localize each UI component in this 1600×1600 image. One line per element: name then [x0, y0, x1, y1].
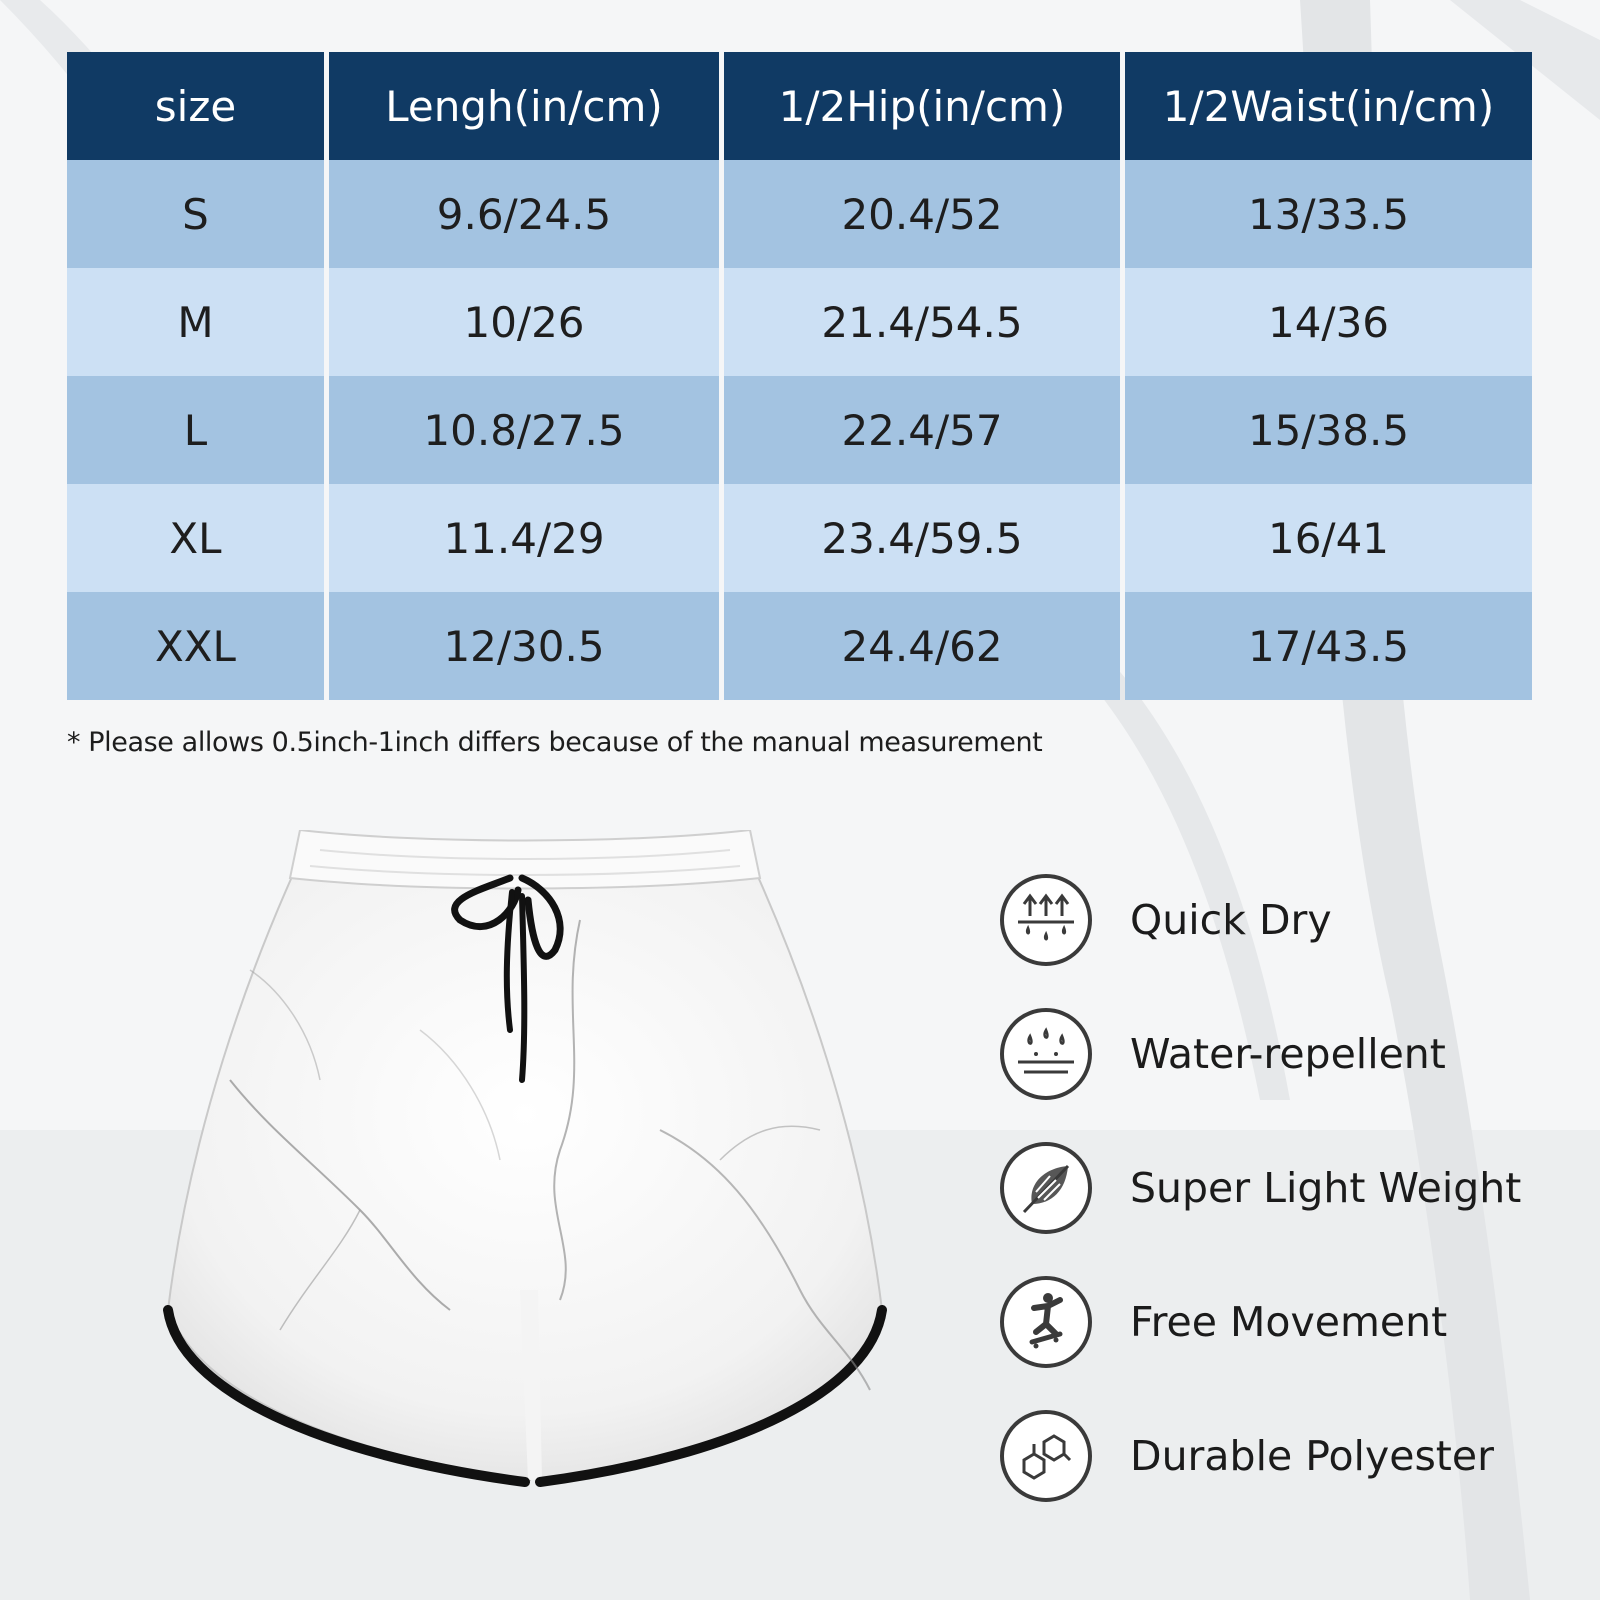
cell-waist: 17/43.5 [1125, 592, 1532, 700]
feather-icon [998, 1140, 1094, 1236]
cell-hip: 21.4/54.5 [724, 268, 1120, 376]
feature-label: Quick Dry [1130, 896, 1332, 944]
cell-waist: 15/38.5 [1125, 376, 1532, 484]
feature-label: Durable Polyester [1130, 1432, 1494, 1480]
feature-label: Super Light Weight [1130, 1164, 1522, 1212]
measurement-note: * Please allows 0.5inch-1inch differs because of the manual measurement [67, 727, 1043, 758]
cell-size: XL [67, 484, 324, 592]
feature-light-weight [998, 1140, 1558, 1236]
table-row [67, 592, 1532, 700]
table-row [67, 376, 1532, 484]
cell-length: 10.8/27.5 [329, 376, 719, 484]
marble-shorts-image [160, 830, 900, 1520]
cell-hip: 20.4/52 [724, 160, 1120, 268]
quick-dry-icon [998, 872, 1094, 968]
feature-label: Water-repellent [1130, 1030, 1446, 1078]
feature-water-repellent [998, 1006, 1558, 1102]
table-row [67, 160, 1532, 268]
feature-quick-dry [998, 872, 1558, 968]
column-header-waist: 1/2Waist(in/cm) [1125, 52, 1532, 160]
feature-free-movement [998, 1274, 1558, 1370]
size-chart-table [62, 52, 1537, 700]
cell-size: L [67, 376, 324, 484]
cell-size: S [67, 160, 324, 268]
cell-waist: 16/41 [1125, 484, 1532, 592]
column-header-size: size [67, 52, 324, 160]
cell-length: 12/30.5 [329, 592, 719, 700]
cell-size: XXL [67, 592, 324, 700]
cell-length: 11.4/29 [329, 484, 719, 592]
column-header-hip: 1/2Hip(in/cm) [724, 52, 1120, 160]
table-header-row [67, 52, 1532, 160]
water-drops-icon [998, 1006, 1094, 1102]
column-header-length: Lengh(in/cm) [329, 52, 719, 160]
cell-hip: 23.4/59.5 [724, 484, 1120, 592]
skater-icon [998, 1274, 1094, 1370]
cell-length: 9.6/24.5 [329, 160, 719, 268]
cell-waist: 13/33.5 [1125, 160, 1532, 268]
table-row [67, 484, 1532, 592]
cell-size: M [67, 268, 324, 376]
feature-label: Free Movement [1130, 1298, 1448, 1346]
cell-hip: 22.4/57 [724, 376, 1120, 484]
cell-waist: 14/36 [1125, 268, 1532, 376]
molecule-icon [998, 1408, 1094, 1504]
table-row [67, 268, 1532, 376]
feature-durable-polyester [998, 1408, 1558, 1504]
cell-hip: 24.4/62 [724, 592, 1120, 700]
cell-length: 10/26 [329, 268, 719, 376]
